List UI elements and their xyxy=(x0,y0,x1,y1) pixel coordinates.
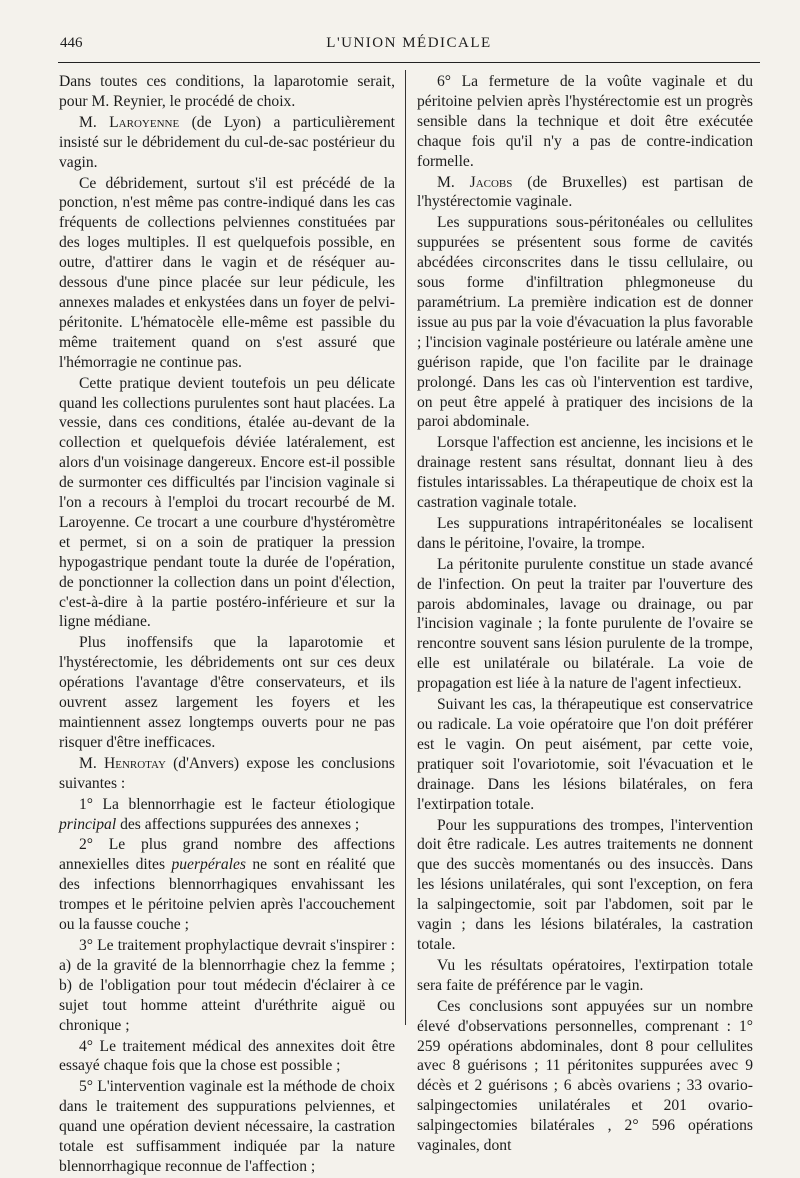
author-name: Jacobs xyxy=(469,173,513,191)
paragraph xyxy=(59,936,395,1036)
paragraph-text: 4° Le traitement médical des annexites doit être essayé chaque fois que la chose est possible ; xyxy=(59,1037,395,1075)
paragraph xyxy=(59,795,395,835)
paragraph xyxy=(59,835,395,935)
paragraph xyxy=(417,514,753,554)
paragraph-text: Ce débridement, surtout s'il est précédé de la ponction, n'est même pas contre-indiqué dans les cas fréquents de collections pelviennes constituées par des loges multiples. Il est quelquefois possible, en outre, d'attirer dans le vagin et de réséquer au-dessous d'une pince placée sur leur pédicule, les annexes malades et enkystées dans un foyer de pelvi-péritonite. L'hématocèle elle-même est passible du même traitement quand on s'est assuré que l'hémorragie ne continue pas. xyxy=(59,174,395,371)
paragraph xyxy=(417,173,753,213)
paragraph-text: Cette pratique devient toutefois un peu délicate quand les collections purulentes sont haut placées. La vessie, dans ces conditions, étalée au-devant de la collection et quelquefois déviée latéralement, est alors d'un voisinage dangereux. Encore est-il possible de surmonter ces difficultés par l'incision vaginale si l'on a recours à l'emploi du trocart recourbé de M. Laroyenne. Ce trocart a une courbure d'hystéromètre et permet, si on a soin de pratiquer la pression hypogastrique pendant toute la durée de l'opération, de ponctionner la collection dans un point d'élection, c'est-à-dire à la partie postéro-inférieure et sur la ligne médiane. xyxy=(59,374,395,631)
right-column xyxy=(417,72,753,1157)
header-rule xyxy=(58,62,760,63)
paragraph xyxy=(59,633,395,752)
paragraph xyxy=(59,754,395,794)
paragraph-text: 6° La fermeture de la voûte vaginale et du péritoine pelvien après l'hystérectomie est un progrès sensible dans la technique et doit être exécutée chaque fois qu'il n'y a pas de contre-indication formelle. xyxy=(417,73,753,170)
running-title: L'UNION MÉDICALE xyxy=(326,35,492,51)
paragraph xyxy=(59,113,395,173)
paragraph xyxy=(417,816,753,955)
emphasis: principal xyxy=(59,815,117,833)
emphasis: puerpérales xyxy=(171,856,246,874)
paragraph xyxy=(59,374,395,633)
paragraph xyxy=(417,956,753,996)
paragraph-text: 5° L'intervention vaginale est la méthode de choix dans le traitement des suppurations pelviennes, et quand une opération devient nécessaire, la castration totale est suffisamment indiquée par la nature blennorrhagique reconnue de l'affection ; xyxy=(59,1078,395,1175)
paragraph xyxy=(417,72,753,172)
paragraph-text: Vu les résultats opératoires, l'extirpation totale sera faite de préférence par le vagin. xyxy=(417,956,753,994)
paragraph-text: Pour les suppurations des trompes, l'intervention doit être radicale. Les autres traitements ne donnent que des succès momentanés ou des insuccès. Dans les lésions unilatérales, qui sont l'exception, on fera la salpingectomie, soit par l'abdomen, soit par le vagin ; dans les lésions bilatérales, la castration totale. xyxy=(417,816,753,953)
paragraph xyxy=(417,997,753,1156)
paragraph-text: La péritonite purulente constitue un stade avancé de l'infection. On peut la traiter par l'ouverture des parois abdominales, lavage ou drainage, ou par l'incision vaginale ; la fonte purulente de l'ovaire se rencontre souvent sans lésion purulente de la trompe, elle est unilatérale ou bilatérale. La voie de propagation est liée à la nature de l'agent infectieux. xyxy=(417,555,753,693)
paragraph xyxy=(417,213,753,432)
paragraph-text: Ces conclusions sont appuyées sur un nombre élevé d'observations personnelles, comprenant : 1° 259 opérations abdominales, dont 8 pour cellulites avec 8 guérisons ; 11 péritonites suppurées avec 9 décès et 2 guérisons ; 6 abcès ovariens ; 33 ovario-salpingectomies unilatérales et 201 ovario-salpingectomies bilatérales , 2° 596 opérations vaginales, dont xyxy=(417,997,753,1155)
paragraph xyxy=(59,174,395,373)
paragraph-text: 2° Le plus grand nombre des affections annexielles dites xyxy=(59,836,395,874)
paragraph-text: Plus inoffensifs que la laparotomie et l'hystérectomie, les débridements ont sur ces deux opérations l'avantage d'être conservateurs, et ils ouvrent assez largement les foyers et les maintiennent assez longtemps ouverts pour ne pas risquer d'être inefficaces. xyxy=(59,634,395,751)
paragraph-text: Les suppurations intrapéritonéales se localisent dans le péritoine, l'ovaire, la trompe. xyxy=(417,514,753,552)
paragraph-text: Lorsque l'affection est ancienne, les incisions et le drainage restent sans résultat, donnant lieu à des fistules intarissables. La thérapeutique de choix est la castration vaginale totale. xyxy=(417,434,753,512)
page-number: 446 xyxy=(60,35,83,51)
column-divider xyxy=(405,70,406,1025)
paragraph-text: ne sont en réalité que des infections blennorrhagiques envahissant les trompes et le péritoine pelvien après l'accouchement ou la fausse couche ; xyxy=(59,856,395,934)
paragraph-text: des affections suppurées des annexes ; xyxy=(116,815,360,833)
page-header xyxy=(58,33,760,55)
paragraph xyxy=(417,433,753,513)
paragraph xyxy=(417,555,753,694)
paragraph-prefix: M. xyxy=(79,754,104,772)
author-name: Laroyenne xyxy=(109,113,180,131)
paragraph-text: (de Lyon) a particulièrement insisté sur le débridement du cul-de-sac postérieur du vagin. xyxy=(59,113,395,171)
paragraph-text: Suivant les cas, la thérapeutique est conservatrice ou radicale. La voie opératoire que l'on doit préférer est le vagin. On peut aisément, par cette voie, pratiquer soit l'ovariotomie, soit l'évacuation et le drainage. Dans les lésions bilatérales, on fera l'extirpation totale. xyxy=(417,696,753,813)
paragraph-prefix: M. xyxy=(79,113,110,131)
paragraph-text: 3° Le traitement prophylactique devrait s'inspirer : a) de la gravité de la blennorrhagie chez la femme ; b) de l'obligation pour tout médecin d'éclairer à ce sujet tout homme atteint d'uréthrite aiguë ou chronique ; xyxy=(59,936,395,1034)
paragraph-text: 1° La blennorrhagie est le facteur étiologique xyxy=(79,795,395,813)
paragraph-text: (d'Anvers) expose les conclusions suivantes : xyxy=(59,754,395,792)
paragraph xyxy=(417,695,753,814)
paragraph xyxy=(59,1037,395,1077)
author-name: Henrotay xyxy=(103,754,166,772)
paragraph-text: Les suppurations sous-péritonéales ou cellulites suppurées se présentent sous forme de cavités abcédées circonscrites dans le tissu cellulaire, ou sous forme d'infiltration phlegmoneuse du paramétrium. La première indication est de donner issue au pus par la voie d'évacuation la plus favorable ; l'incision vaginale postérieure ou latérale amène une guérison rapide, que l'on facilite par le drainage prolongé. Dans les cas où l'intervention est tardive, on peut être appelé à pratiquer des incisions de la paroi abdominale. xyxy=(417,214,753,431)
paragraph-text: (de Bruxelles) est partisan de l'hystérectomie vaginale. xyxy=(417,173,753,211)
paragraph xyxy=(59,72,395,112)
paragraph xyxy=(59,1077,395,1177)
left-column xyxy=(59,72,395,1178)
paragraph-text: Dans toutes ces conditions, la laparotomie serait, pour M. Reynier, le procédé de choix. xyxy=(59,73,395,110)
paragraph-prefix: M. xyxy=(437,173,470,191)
